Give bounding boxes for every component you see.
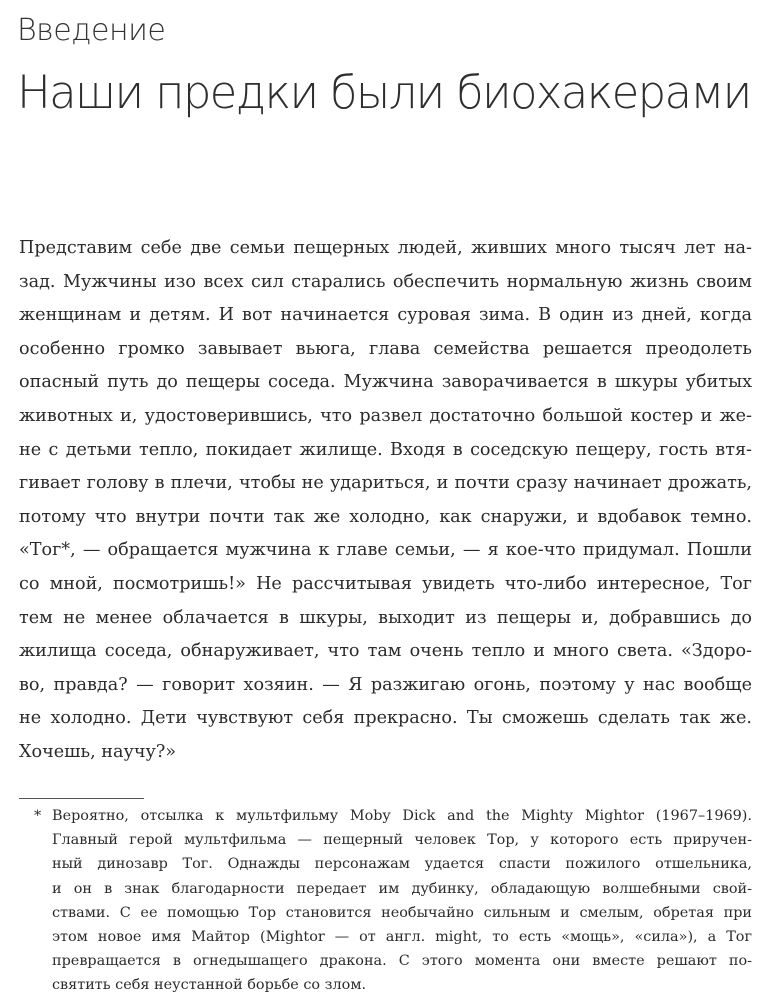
body-line: тем не менее облачается в шкуры, выходит из пещеры и, добравшись до	[19, 607, 752, 628]
footnote-line: этом новое имя Майтор (Mightor — от англ. might, то есть «мощь», «сила»), а Тог	[52, 928, 752, 945]
body-line: гивает голову в плечи, чтобы не удариться, и почти сразу начинает дрожать,	[19, 473, 752, 494]
body-line: Хочешь, научу?»	[19, 741, 177, 762]
body-line: жилища соседа, обнаруживает, что там очень тепло и много света. «Здоро-	[19, 641, 752, 662]
footnote-line: Главный герой мультфильма — пещерный человек Тор, у которого есть приручен-	[52, 832, 752, 849]
footnote-line: святить себя неустанной борьбе со злом.	[52, 977, 367, 994]
footnote-line: превращается в огнедышащего дракона. С этого момента они вместе решают по-	[52, 953, 752, 970]
footnote-marker: *	[34, 808, 42, 824]
body-line: потому что внутри почти так же холодно, как снаружи, и вдобавок темно.	[19, 506, 752, 527]
footnote-divider	[19, 798, 144, 799]
body-line: Представим себе две семьи пещерных людей, живших много тысяч лет на-	[19, 238, 752, 258]
footnote-line: и он в знак благодарности передает им дубинку, обладающую волшебными свой-	[52, 880, 752, 897]
body-line: не холодно. Дети чувствуют себя прекрасно. Ты сможешь сделать так же.	[19, 708, 752, 729]
footnote	[34, 804, 752, 998]
footnote-line: Вероятно, отсылка к мультфильму Moby Dick and the Mighty Mightor (1967–1969).	[52, 808, 752, 824]
body-paragraph	[19, 232, 752, 770]
body-line: опасный путь до пещеры соседа. Мужчина заворачивается в шкуры убитых	[19, 372, 752, 393]
footnote-line: ствами. С ее помощью Тор становится необычайно сильным и смелым, обретая при	[52, 904, 752, 921]
body-line: со мной, посмотришь!» Не рассчитывая увидеть что-либо интересное, Тог	[19, 573, 752, 594]
body-line: зад. Мужчины изо всех сил старались обеспечить нормальную жизнь своим	[19, 271, 752, 292]
footnote-line: ный динозавр Тог. Однажды персонажам удается спасти пожилого отшельника,	[52, 856, 752, 873]
body-line: «Тог*, — обращается мужчина к главе семьи, — я кое-что придумал. Пошли	[19, 540, 752, 561]
body-line: особенно громко завывает вьюга, глава семейства решается преодолеть	[19, 338, 752, 359]
body-line: животных и, удостоверившись, что развел достаточно большой костер и же-	[19, 405, 752, 426]
body-line: женщинам и детям. И вот начинается суровая зима. В один из дней, когда	[19, 305, 752, 326]
chapter-label: Введение	[17, 13, 166, 48]
body-line: не с детьми тепло, покидает жилище. Входя в соседскую пещеру, гость втя-	[19, 439, 752, 460]
chapter-title: Наши предки были биохакерами	[17, 66, 751, 119]
body-line: во, правда? — говорит хозяин. — Я разжигаю огонь, поэтому у нас вообще	[19, 674, 752, 695]
